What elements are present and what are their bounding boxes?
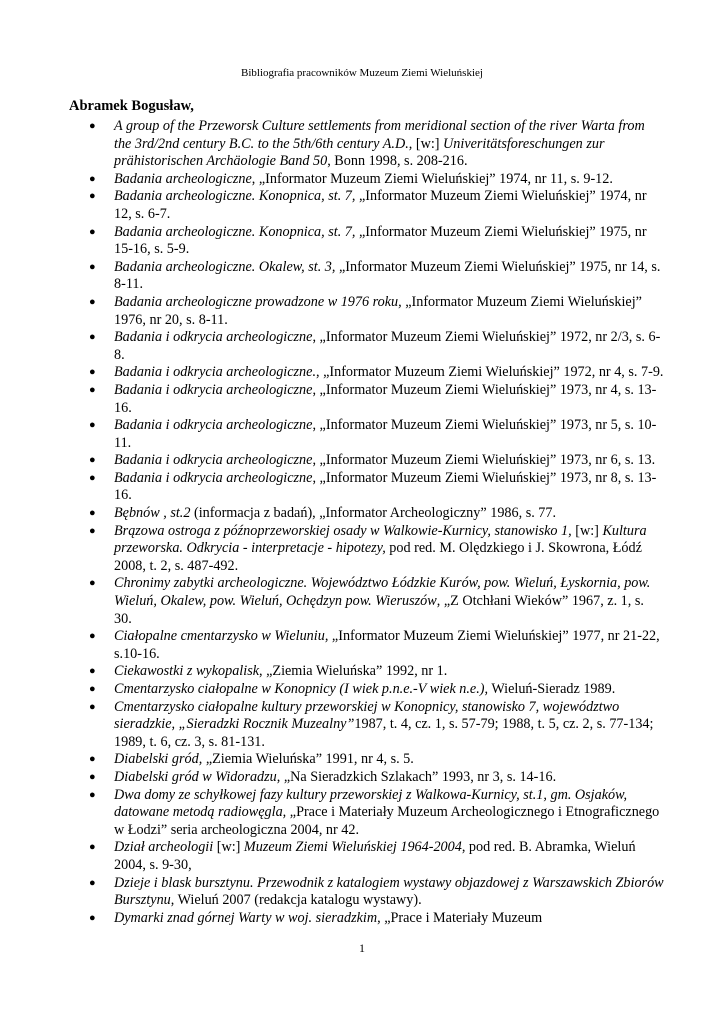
entry-source-text: „Informator Muzeum Ziemi Wieluńskiej” 1975, nr 14, s. 8-11. [114, 258, 661, 293]
bullet-icon: ● [89, 331, 96, 344]
entry-title-text: Badania i odkrycia archeologiczne. [114, 364, 316, 381]
entry-title-text: Badania i odkrycia archeologiczne [114, 417, 313, 434]
bibliography-entry [0, 259, 724, 294]
bullet-icon: ● [89, 841, 96, 854]
bullet-icon: ● [89, 190, 96, 203]
entry-source-text: , pod red. B. Abramka, Wieluń 2004, s. 9-30, [114, 839, 636, 873]
entry-title-text: Badania archeologiczne [114, 170, 252, 187]
entry-source-text: , „Ziemia Wieluńska” 1992, nr 1. [259, 663, 448, 680]
bullet-icon: ● [89, 383, 96, 396]
entry-title-text: Badania i odkrycia archeologiczne [114, 329, 313, 346]
entry-source-text: [w:] [213, 839, 244, 856]
bibliography-entry [0, 224, 724, 259]
entry-source-text: , „Informator Muzeum Ziemi Wieluńskiej” 1973, nr 4, s. 13-16. [114, 381, 657, 416]
bullet-icon: ● [89, 419, 96, 432]
entry-source-text: , „Informator Muzeum Ziemi Wieluńskiej” 1973, nr 6, s. 13. [312, 452, 656, 469]
bibliography-entry [0, 839, 724, 874]
bibliography-entry [0, 910, 724, 928]
bullet-icon: ● [89, 507, 96, 520]
bullet-icon: ● [89, 260, 96, 273]
entry-source-text: „Informator Muzeum Ziemi Wieluńskiej” 1975, nr 15-16, s. 5-9. [114, 223, 647, 258]
bibliography-entry [0, 470, 724, 505]
entry-source-text: „Informator Muzeum Ziemi Wieluńskiej” 1974, nr 12, s. 6-7. [114, 188, 647, 222]
page-header: Bibliografia pracowników Muzeum Ziemi Wieluńskiej [241, 67, 483, 79]
entry-source-text: 1987, t. 4, cz. 1, s. 57-79; 1988, t. 5, cz. 2, s. 77-134; 1989, t. 6, cz. 3, s. 81-131. [114, 716, 654, 750]
entry-title-text: Ciekawostki z wykopalisk [114, 663, 260, 680]
bullet-icon: ● [89, 876, 96, 889]
entry-source-text: „Prace i Materiały Muzeum Archeologicznego i Etnograficznego w Łodzi” seria archeologiczna 2004, nr 42. [114, 804, 660, 838]
bibliography-entry [0, 681, 724, 699]
entry-title-text: Dymarki znad górnej Warty w woj. sieradzkim [114, 909, 378, 926]
bullet-icon: ● [89, 700, 96, 713]
bullet-icon: ● [89, 225, 96, 238]
entry-title-text: Chronimy zabytki archeologiczne. Województwo Łódzkie Kurów, pow. Wieluń, Łyskornia, pow. Wieluń, Okalew, pow. Wieluń, Ochędzyn pow. Wieruszów [114, 575, 651, 610]
bullet-icon: ● [89, 665, 96, 678]
bullet-icon: ● [89, 683, 96, 695]
entry-title-text: województwo sieradzkie, „Sieradzki Rocznik Muzealny” [114, 698, 620, 733]
bibliography-entry [0, 523, 724, 576]
bibliography-entry [0, 364, 724, 382]
bibliography-entry [0, 751, 724, 769]
entry-title-text: Bębnów , st.2 [114, 505, 191, 522]
entry-title-text: A group of the Przeworsk Culture settlements from meridional section of the river Warta from the 3rd/2nd century B.C. to the 5th/6th century A.D., [114, 118, 645, 152]
entry-title-text: Kultura przeworska. Odkrycia - interpretacje - hipotezy, [114, 522, 647, 557]
entry-source-text: , „Prace i Materiały Muzeum [377, 909, 543, 926]
entry-source-text: , „Na Sieradzkich Szlakach” 1993, nr 3, s. 14-16. [276, 768, 557, 785]
bibliography-entry [0, 769, 724, 787]
entry-source-text: , „Informator Muzeum Ziemi Wieluńskiej” 1973, nr 5, s. 10-11. [114, 417, 657, 451]
entry-title-text: Univeritätsforeschungen zur prähistorischen Archäologie Band 50 [114, 135, 605, 170]
bullet-icon: ● [89, 366, 96, 379]
bullet-icon: ● [89, 120, 96, 132]
bibliography-entry [0, 699, 724, 752]
bibliography-entry [0, 575, 724, 628]
bibliography-entry [0, 787, 724, 840]
bullet-icon: ● [89, 770, 96, 783]
bibliography-entry [0, 875, 724, 910]
entry-source-text: pod red. M. Olędzkiego i J. Skowrona, Łódź 2008, t. 2, s. 487-492. [114, 540, 642, 574]
entry-source-text: , Wieluń 2007 (redakcja katalogu wystawy). [170, 892, 422, 909]
bullet-icon: ● [89, 753, 96, 766]
bibliography-entry [0, 452, 724, 470]
bullet-icon: ● [89, 911, 96, 924]
entry-title-text: Badania i odkrycia archeologiczne [114, 381, 313, 398]
entry-title-text: Cmentarzysko ciałopalne kultury przeworskiej w Konopnicy, stanowisko 7, [114, 698, 540, 715]
bibliography-entry [0, 628, 724, 663]
bibliography-entry [0, 118, 724, 171]
entry-source-text: , „Informator Muzeum Ziemi Wieluńskiej” 1972, nr 4, s. 7-9. [316, 364, 664, 381]
entry-title-text: Ciałopalne cmentarzysko w Wieluniu, [114, 628, 329, 645]
bibliography-entry [0, 382, 724, 417]
bibliography-entry [0, 188, 724, 223]
entry-source-text: „Ziemia Wieluńska” 1991, nr 4, s. 5. [202, 751, 414, 768]
entry-source-text: , „Z Otchłani Wieków” 1967, z. 1, s. 30. [114, 593, 644, 627]
bibliography-entry [0, 329, 724, 364]
entry-title-text: Badania archeologiczne prowadzone w 1976 roku, [114, 293, 402, 310]
entry-title-text: Cmentarzysko ciałopalne w Konopnicy (I wiek p.n.e.-V wiek n.e.), [114, 681, 489, 697]
entry-title-text: Dział archeologii [114, 839, 214, 856]
bullet-icon: ● [89, 295, 96, 308]
entry-title-text: Dzieje i blask bursztynu. Przewodnik z katalogiem wystawy objazdowej z Warszawskich Zbiorów Bursztynu [114, 874, 664, 909]
entry-source-text: (informacja z badań), „Informator Archeologiczny” 1986, s. 77. [190, 505, 557, 522]
bibliography-entry [0, 294, 724, 329]
bullet-icon: ● [89, 788, 96, 801]
bullet-icon: ● [89, 630, 96, 643]
bibliography-entry [0, 505, 724, 523]
entry-source-text: [w:] [571, 522, 603, 539]
entry-title-text: Badania archeologiczne. Okalew, st. 3, [114, 258, 336, 275]
entry-title-text: Brązowa ostroga z późnoprzeworskiej osady w Walkowie-Kurnicy, stanowisko 1, [114, 522, 572, 539]
entry-source-text: , „Informator Muzeum Ziemi Wieluńskiej” 1974, nr 11, s. 9-12. [251, 170, 613, 187]
entry-source-text: „Informator Muzeum Ziemi Wieluńskiej” 1977, nr 21-22, s.10-16. [114, 628, 660, 662]
bullet-icon: ● [89, 524, 96, 537]
bullet-icon: ● [89, 172, 96, 185]
entry-source-text: Wieluń-Sieradz 1989. [488, 681, 616, 697]
bibliography-entry [0, 171, 724, 189]
bibliography-list [0, 118, 724, 927]
entry-source-text: „Informator Muzeum Ziemi Wieluńskiej” 1976, nr 20, s. 8-11. [114, 293, 642, 328]
page-number: 1 [359, 941, 365, 955]
entry-title-text: Badania i odkrycia archeologiczne [114, 469, 313, 486]
bullet-icon: ● [89, 454, 96, 467]
author-heading: Abramek Bogusław, [69, 98, 194, 114]
entry-title-text: Muzeum Ziemi Wieluńskiej 1964-2004 [243, 839, 462, 856]
bibliography-entry [0, 417, 724, 452]
bibliography-entry [0, 663, 724, 681]
entry-title-text: Diabelski gród, [114, 751, 203, 768]
entry-title-text: Badania archeologiczne. Konopnica, st. 7, [114, 188, 356, 205]
entry-title-text: Diabelski gród w Widoradzu [114, 768, 277, 785]
entry-source-text: , „Informator Muzeum Ziemi Wieluńskiej” 1972, nr 2/3, s. 6-8. [114, 329, 661, 363]
entry-source-text: , „Informator Muzeum Ziemi Wieluńskiej” 1973, nr 8, s. 13-16. [114, 469, 657, 504]
entry-source-text: [w:] [415, 135, 444, 152]
entry-title-text: Badania archeologiczne. Konopnica, st. 7, [114, 223, 356, 240]
bullet-icon: ● [89, 577, 96, 590]
entry-title-text: Badania i odkrycia archeologiczne [114, 452, 313, 469]
entry-source-text: , Bonn 1998, s. 208-216. [327, 153, 468, 170]
bullet-icon: ● [89, 471, 96, 484]
entry-title-text: Dwa domy ze schyłkowej fazy kultury przeworskiej z Walkowa-Kurnicy, st.1, gm. Osjaków, datowane metodą radiowęgla, [114, 786, 628, 821]
